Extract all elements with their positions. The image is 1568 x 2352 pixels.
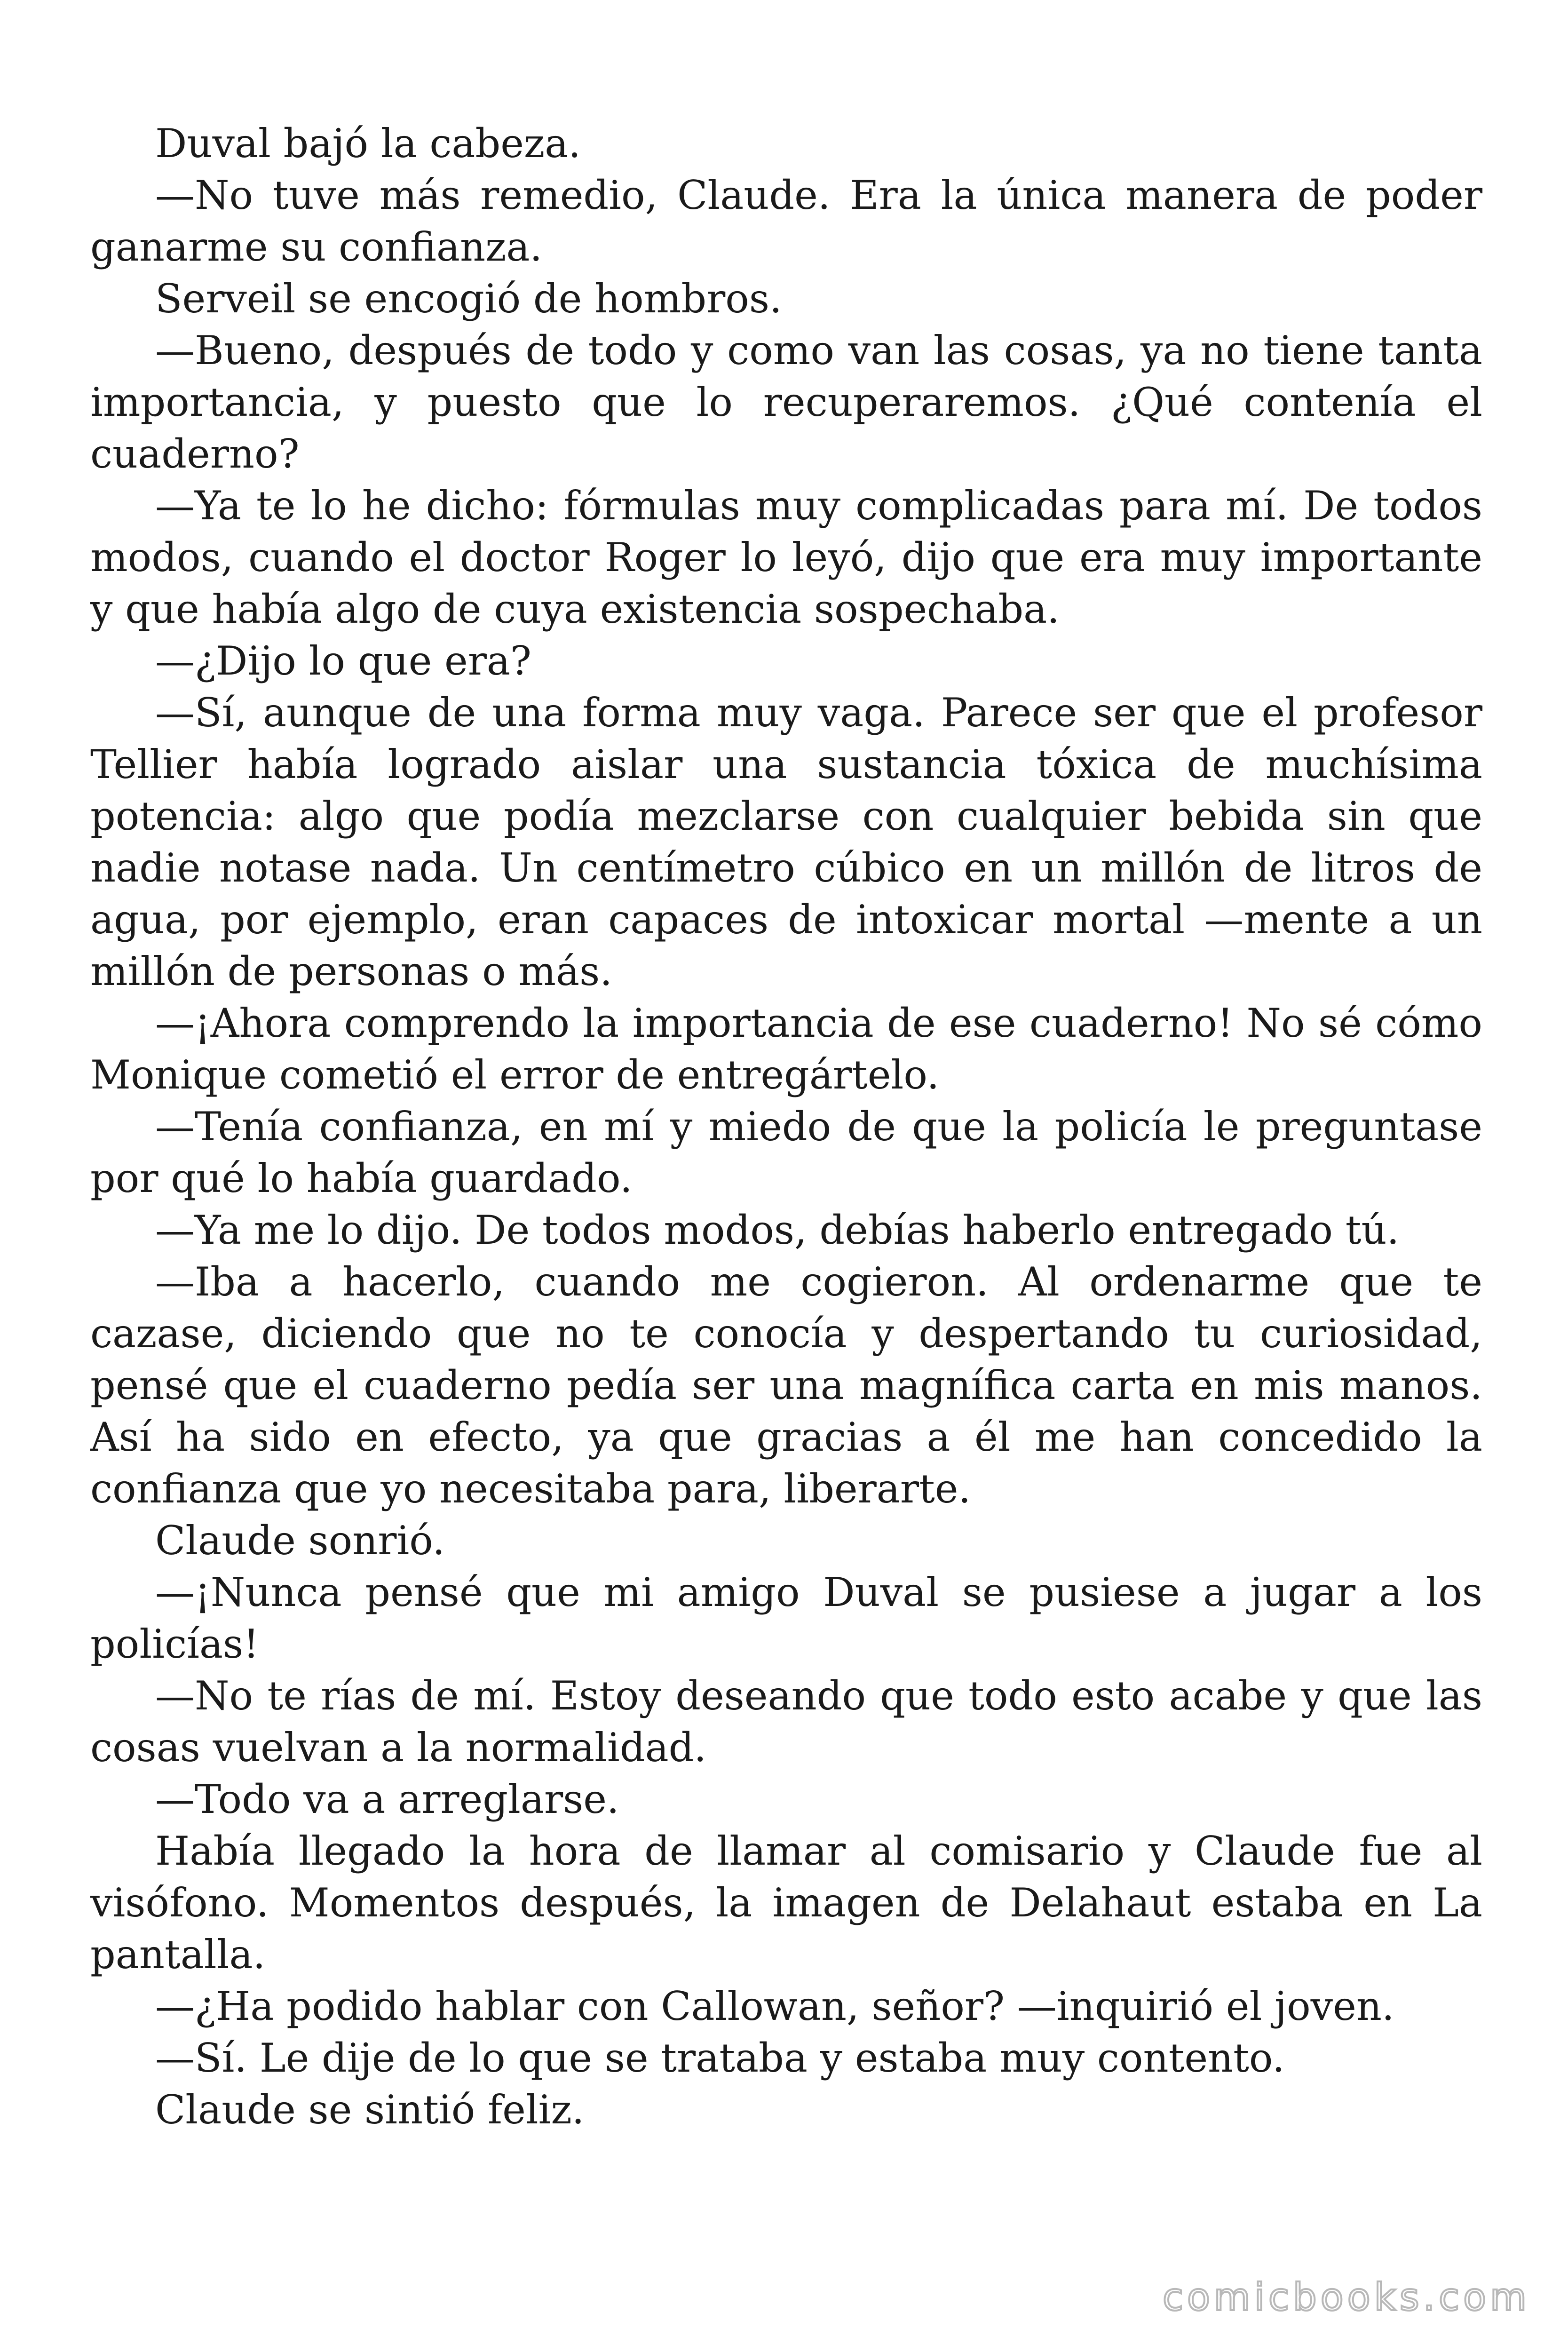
paragraph: Había llegado la hora de llamar al comisario y Claude fue al visófono. Momentos después, la imagen de Delahaut estaba en La pantalla. — [90, 1828, 1482, 1978]
paragraph: —Ya te lo he dicho: fórmulas muy complicadas para mí. De todos modos, cuando el doctor Roger lo leyó, dijo que era muy importante y que había algo de cuya existencia sospechaba. — [90, 483, 1482, 632]
paragraph: —Iba a hacerlo, cuando me cogieron. Al ordenarme que te cazase, diciendo que no te conocía y despertando tu curiosidad, pensé que el cuaderno pedía ser una magnífica carta en mis manos. Así ha sido en efecto, ya que gracias a él me han concedido la confianza que yo necesitaba para, liberarte. — [90, 1259, 1482, 1512]
paragraph: Claude sonrió. — [155, 1518, 445, 1564]
page-text — [90, 118, 1482, 2136]
paragraph: —Tenía confianza, en mí y miedo de que la policía le preguntase por qué lo había guardado. — [90, 1104, 1482, 1201]
paragraph: Serveil se encogió de hombros. — [155, 276, 782, 322]
watermark: comicbooks.com — [1162, 2275, 1530, 2319]
paragraph: —¡Nunca pensé que mi amigo Duval se pusiese a jugar a los policías! — [90, 1569, 1482, 1667]
paragraph: —Bueno, después de todo y como van las cosas, ya no tiene tanta importancia, y puesto que lo recuperaremos. ¿Qué contenía el cuaderno? — [90, 327, 1482, 477]
paragraph: —No tuve más remedio, Claude. Era la única manera de poder ganarme su confianza. — [90, 172, 1482, 270]
paragraph: —Ya me lo dijo. De todos modos, debías haberlo entregado tú. — [155, 1207, 1400, 1253]
paragraph: —¿Dijo lo que era? — [155, 638, 531, 684]
paragraph: —¿Ha podido hablar con Callowan, señor? —inquirió el joven. — [155, 1983, 1394, 2029]
paragraph: —Sí, aunque de una forma muy vaga. Parece ser que el profesor Tellier había logrado aislar una sustancia tóxica de muchísima potencia: algo que podía mezclarse con cualquier bebida sin que nadie notase nada. Un centímetro cúbico en un millón de litros de agua, por ejemplo, eran capaces de intoxicar mortal —mente a un millón de personas o más. — [90, 690, 1482, 994]
paragraph: —¡Ahora comprendo la importancia de ese cuaderno! No sé cómo Monique cometió el error de entregártelo. — [90, 1000, 1482, 1098]
paragraph: —Sí. Le dije de lo que se trataba y estaba muy contento. — [155, 2035, 1285, 2081]
paragraph: —No te rías de mí. Estoy deseando que todo esto acabe y que las cosas vuelvan a la normalidad. — [90, 1673, 1482, 1771]
paragraph: —Todo va a arreglarse. — [155, 1776, 619, 1822]
paragraph: Duval bajó la cabeza. — [155, 120, 581, 167]
paragraph: Claude se sintió feliz. — [155, 2087, 585, 2133]
